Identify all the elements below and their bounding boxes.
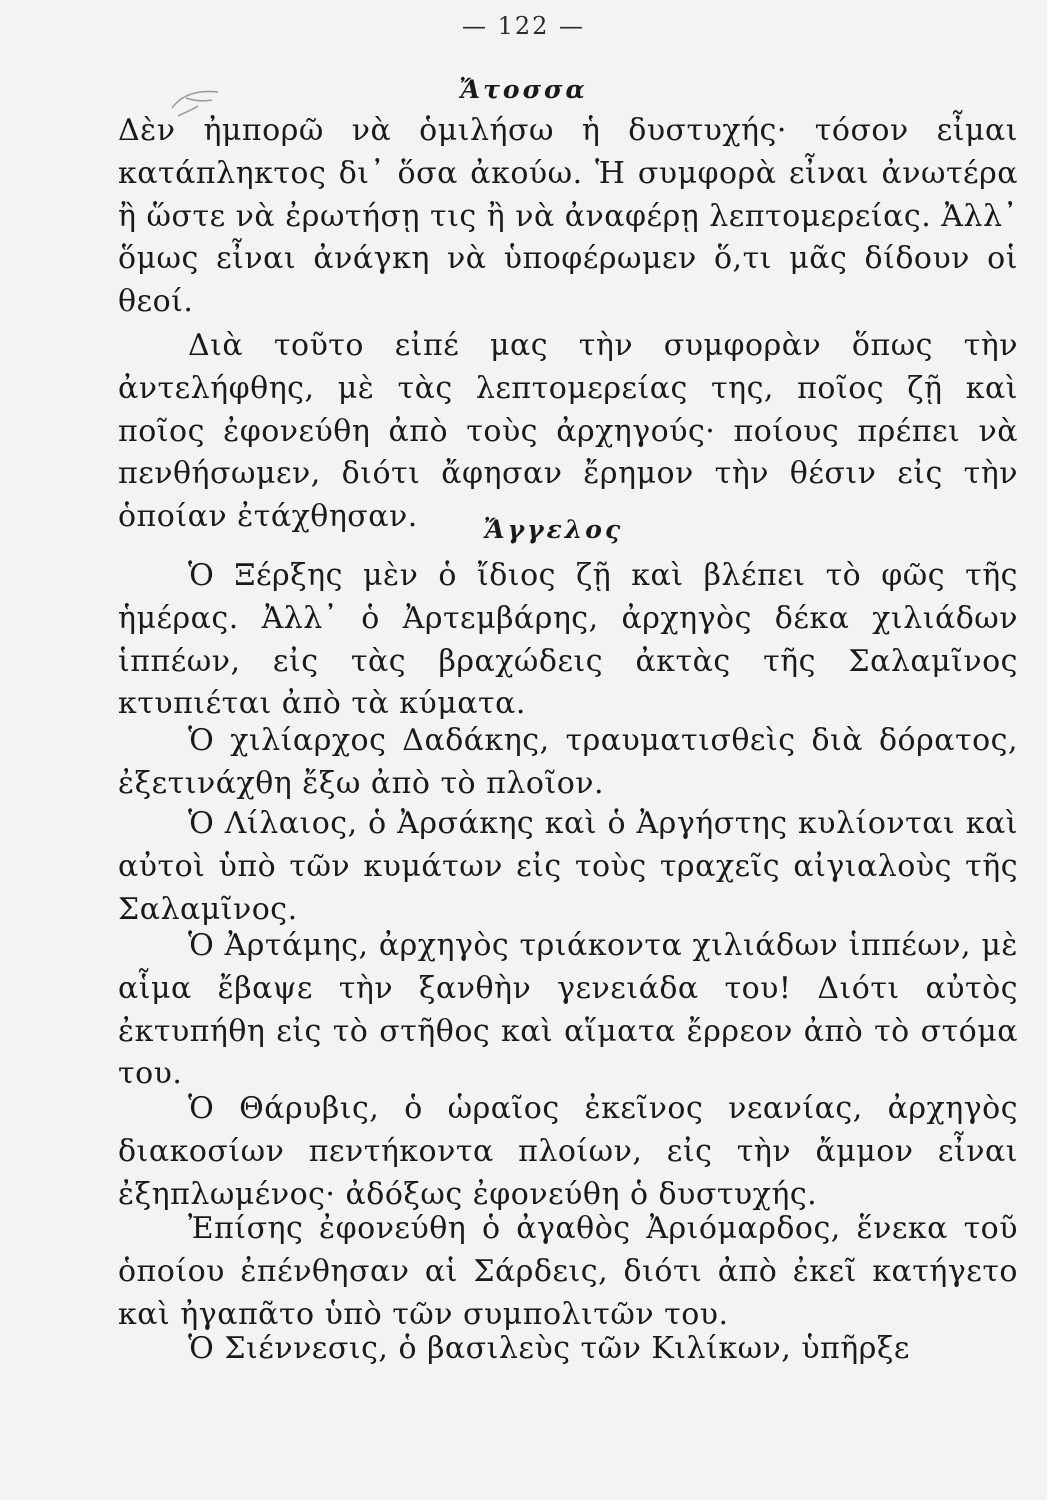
speaker-heading-angelos: Ἄγγελος [483,515,624,544]
paragraph: Δὲν ἠμπορῶ νὰ ὁμιλήσω ἡ δυστυχής· τόσον εἶμαι κατάπληκτος δι᾿ ὅσα ἀκούω. Ἡ συμφορὰ εἶναι ἀνωτέρα ἢ ὥστε νὰ ἐρωτήσῃ τις ἢ νὰ ἀναφέρῃ λεπτομερείας. Ἀλλ᾿ ὅμως εἶναι ἀνάγκη νὰ ὑποφέρωμεν ὅ,τι μᾶς δίδουν οἱ θεοί. [118,113,1018,320]
paragraph: Ἐπίσης ἐφονεύθη ὁ ἀγαθὸς Ἀριόμαρδος, ἕνεκα τοῦ ὁποίου ἐπένθησαν αἱ Σάρδεις, διότι ἀπὸ ἐκεῖ κατήγετο καὶ ἠγαπᾶτο ὑπὸ τῶν συμπολιτῶν του. [118,1211,1018,1332]
paragraph: Ὁ Θάρυβις, ὁ ὡραῖος ἐκεῖνος νεανίας, ἀρχηγὸς διακοσίων πεντήκοντα πλοίων, εἰς τὴν ἄμμον εἶναι ἐξηπλωμένος· ἀδόξως ἐφονεύθη ὁ δυστυχής. [118,1091,1018,1212]
paragraph: Ὁ Λίλαιος, ὁ Ἀρσάκης καὶ ὁ Ἀργήστης κυλίονται καὶ αὐτοὶ ὑπὸ τῶν κυμάτων εἰς τοὺς τραχεῖς αἰγιαλοὺς τῆς Σαλαμῖνος. [118,806,1018,927]
paragraph: Ὁ Ξέρξης μὲν ὁ ἴδιος ζῇ καὶ βλέπει τὸ φῶς τῆς ἡμέρας. Ἀλλ᾿ ὁ Ἀρτεμβάρης, ἀρχηγὸς δέκα χιλιάδων ἱππέων, εἰς τὰς βραχώδεις ἀκτὰς τῆς Σαλαμῖνος κτυπιέται ἀπὸ τὰ κύματα. [118,558,1018,722]
paragraph: Ὁ Σιέννεσις, ὁ βασιλεὺς τῶν Κιλίκων, ὑπῆρξε [188,1331,910,1366]
paragraph: Διὰ τοῦτο εἰπέ μας τὴν συμφορὰν ὅπως τὴν ἀντελήφθης, μὲ τὰς λεπτομερείας της, ποῖος ζῇ καὶ ποῖος ἐφονεύθη ἀπὸ τοὺς ἀρχηγούς· ποίους πρέπει νὰ πενθήσωμεν, διότι ἄφησαν ἔρημον τὴν θέσιν εἰς τὴν ὁποίαν ἐτάχθησαν. [118,328,1018,535]
paragraph: Ὁ χιλίαρχος Δαδάκης, τραυματισθεὶς διὰ δόρατος, ἐξετινάχθη ἔξω ἀπὸ τὸ πλοῖον. [118,723,1018,801]
paragraph: Ὁ Ἀρτάμης, ἀρχηγὸς τριάκοντα χιλιάδων ἱππέων, μὲ αἷμα ἔβαψε τὴν ξανθὴν γενειάδα του! Διότι αὐτὸς ἐκτυπήθη εἰς τὸ στῆθος καὶ αἵματα ἔρρεον ἀπὸ τὸ στόμα του. [118,928,1018,1092]
page-number: — 122 — [461,12,586,40]
speaker-heading-atossa: Ἄτοσσα [459,75,588,104]
